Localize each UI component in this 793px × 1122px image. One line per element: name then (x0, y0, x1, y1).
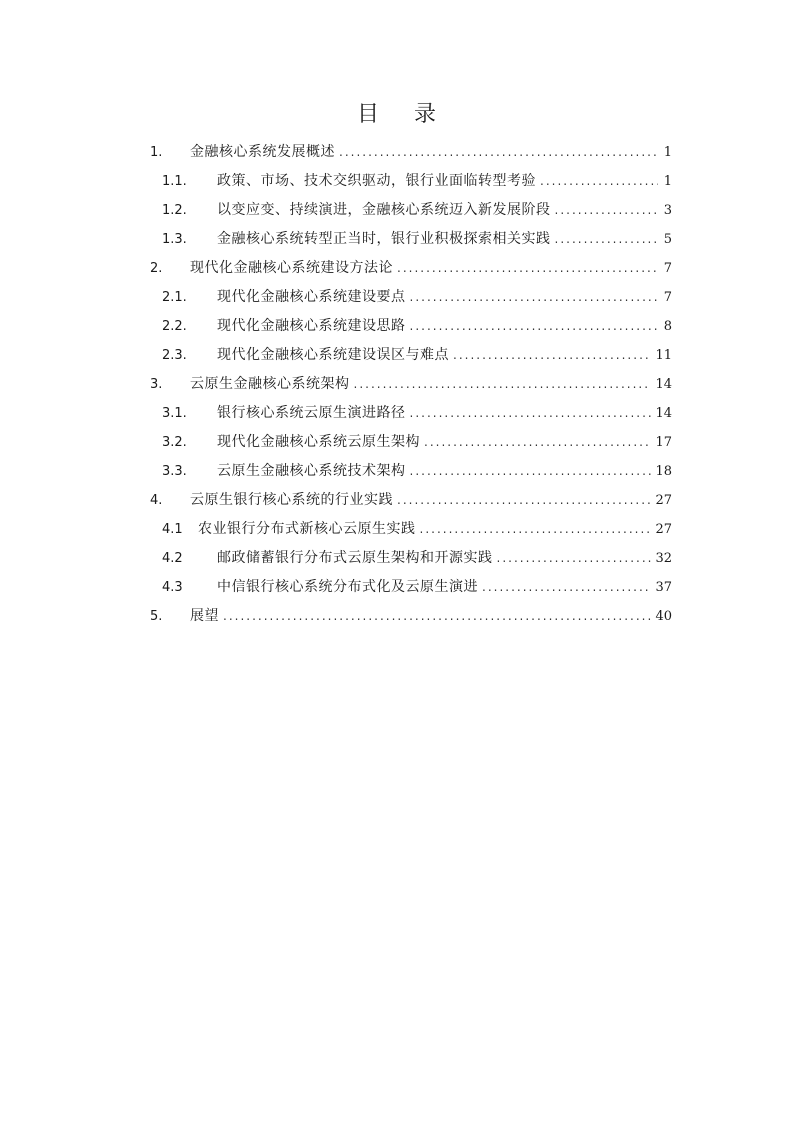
toc-entry-page: 3 (663, 203, 672, 218)
toc-entry-number: 2. (150, 261, 163, 276)
toc-entry-page: 27 (655, 522, 672, 537)
toc-entry[interactable] (150, 254, 672, 283)
toc-entry-page: 27 (655, 493, 672, 508)
toc-entry-page: 18 (655, 464, 672, 479)
toc-entry-number: 1.2. (162, 203, 187, 218)
toc-dot-leader (397, 254, 658, 283)
toc-dot-leader (482, 573, 651, 602)
toc-dot-leader (540, 167, 658, 196)
toc-dot-leader (223, 602, 651, 631)
toc-entry-number: 5. (150, 609, 163, 624)
toc-entry-page: 32 (655, 551, 672, 566)
toc-entry-number: 3.1. (162, 406, 187, 421)
toc-dot-leader (497, 544, 652, 573)
toc-dot-leader (420, 515, 652, 544)
toc-dot-leader (410, 399, 652, 428)
toc-dot-leader (354, 370, 652, 399)
toc-dot-leader (424, 428, 651, 457)
toc-entry-page: 17 (655, 435, 672, 450)
toc-entry-page: 14 (655, 406, 672, 421)
toc-entry-number: 3.2. (162, 435, 187, 450)
toc-entry-text: 现代化金融核心系统建设误区与难点 (217, 347, 449, 363)
toc-entry[interactable] (150, 167, 672, 196)
toc-entry-number: 4.3 (162, 580, 183, 595)
toc-entry-text: 云原生金融核心系统技术架构 (217, 463, 406, 479)
toc-dot-leader (555, 196, 659, 225)
toc-dot-leader (453, 341, 651, 370)
toc-entry[interactable] (150, 602, 672, 631)
toc-entry[interactable] (150, 399, 672, 428)
toc-entry[interactable] (150, 428, 672, 457)
toc-entry[interactable] (150, 138, 672, 167)
toc-entry-text: 政策、市场、技术交织驱动，银行业面临转型考验 (217, 173, 536, 189)
toc-entry-text: 云原生金融核心系统架构 (190, 376, 350, 392)
toc-entry-text: 现代化金融核心系统建设思路 (217, 318, 406, 334)
toc-entry[interactable] (150, 486, 672, 515)
toc-entry[interactable] (150, 196, 672, 225)
toc-entry[interactable] (150, 283, 672, 312)
toc-entry-text: 现代化金融核心系统建设方法论 (190, 260, 393, 276)
toc-entry-number: 2.1. (162, 290, 187, 305)
toc-entry[interactable] (150, 544, 672, 573)
toc-entry-number: 3. (150, 377, 163, 392)
toc-entry-number: 1. (150, 145, 163, 160)
toc-entry-number: 1.1. (162, 174, 187, 189)
toc-entry[interactable] (150, 457, 672, 486)
toc-entry-number: 4.1 (162, 522, 183, 537)
toc-entry-text: 云原生银行核心系统的行业实践 (190, 492, 393, 508)
toc-dot-leader (410, 283, 659, 312)
toc-entry[interactable] (150, 225, 672, 254)
toc-dot-leader (397, 486, 651, 515)
toc-entry-page: 7 (663, 290, 672, 305)
toc-entry[interactable] (150, 341, 672, 370)
toc-entry[interactable] (150, 515, 672, 544)
toc-entry-number: 2.3. (162, 348, 187, 363)
toc-list (150, 138, 672, 631)
toc-entry[interactable] (150, 573, 672, 602)
toc-title: 目 录 (357, 102, 450, 127)
toc-entry-text: 展望 (190, 608, 219, 624)
toc-entry-text: 金融核心系统转型正当时，银行业积极探索相关实践 (217, 231, 551, 247)
toc-entry-page: 1 (663, 145, 672, 160)
toc-entry-text: 现代化金融核心系统云原生架构 (217, 434, 420, 450)
toc-entry[interactable] (150, 312, 672, 341)
toc-entry-text: 以变应变、持续演进，金融核心系统迈入新发展阶段 (217, 202, 551, 218)
toc-entry-number: 4. (150, 493, 163, 508)
toc-dot-leader (410, 457, 652, 486)
toc-entry-page: 40 (655, 609, 672, 624)
toc-dot-leader (555, 225, 659, 254)
toc-entry-number: 2.2. (162, 319, 187, 334)
toc-entry-text: 中信银行核心系统分布式化及云原生演进 (217, 579, 478, 595)
toc-entry-text: 金融核心系统发展概述 (190, 144, 335, 160)
toc-entry-page: 8 (663, 319, 672, 334)
toc-entry-text: 现代化金融核心系统建设要点 (217, 289, 406, 305)
toc-entry-page: 37 (655, 580, 672, 595)
toc-entry[interactable] (150, 370, 672, 399)
toc-entry-text: 农业银行分布式新核心云原生实践 (198, 521, 416, 537)
toc-entry-number: 3.3. (162, 464, 187, 479)
toc-entry-page: 7 (663, 261, 672, 276)
toc-entry-text: 银行核心系统云原生演进路径 (217, 405, 406, 421)
toc-entry-page: 11 (655, 348, 672, 363)
toc-dot-leader (339, 138, 658, 167)
toc-entry-page: 14 (655, 377, 672, 392)
toc-dot-leader (410, 312, 659, 341)
toc-entry-page: 5 (663, 232, 672, 247)
toc-entry-text: 邮政储蓄银行分布式云原生架构和开源实践 (217, 550, 493, 566)
toc-entry-page: 1 (663, 174, 672, 189)
toc-entry-number: 4.2 (162, 551, 183, 566)
toc-entry-number: 1.3. (162, 232, 187, 247)
